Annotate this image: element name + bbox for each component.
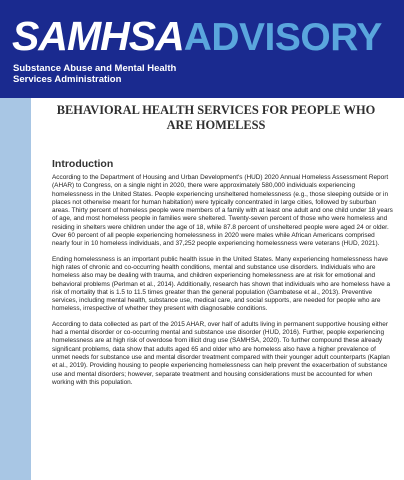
logo-advisory-text: ADVISORY: [183, 16, 382, 59]
left-accent-bar: [0, 98, 31, 480]
document-title: BEHAVIORAL HEALTH SERVICES FOR PEOPLE WHO ARE HOMELESS: [56, 103, 376, 132]
section-heading-introduction: Introduction: [52, 158, 114, 170]
paragraph-2: Ending homelessness is an important public health issue in the United States. Many experiencing homelessness have high rates of chronic and co-occurring health conditions, mental and substance use disorders. Individuals who are homeless also may be dealing with trauma, and children experiencing homelessness are at risk for emotional and behavioral problems (Perlman et al., 2014). Additionally, research has shown that individuals who are homeless have a risk of mortality that is 1.5 to 11.5 times greater than the general population (Gambatese et al., 2013). Preventive services, including mental health, substance use, medical care, and social supports, are needed for people who are homeless, irrespective of whether they present with diagnosable conditions.: [52, 255, 391, 313]
paragraph-1: According to the Department of Housing and Urban Development's (HUD) 2020 Annual Homeless Assessment Report (AHAR) to Congress, on a single night in 2020, there were approximately 580,000 individuals experiencing homelessness in the United States. People experiencing unsheltered homelessness (e.g., those sleeping outside or in places not otherwise meant for human habitation) were typically concentrated in large cities, followed by suburban areas. Thirty percent of homeless people were members of a family with at least one adult and one child under 18 years of age, and most homeless people in families were sheltered. Twenty-seven percent of those who were homeless and residing in shelters were children under the age of 18, while 87.8 percent of unsheltered people were aged 24 or older. Over 60 percent of all people experiencing homelessness in 2020 were males while African Americans comprised nearly four in 10 homeless individuals, and 37,252 people experiencing homelessness were veterans (HUD, 2021).: [52, 174, 393, 248]
body-text: [52, 174, 393, 394]
logo-samhsa-text: SAMHSA: [12, 13, 184, 59]
agency-name-line-1: Substance Abuse and Mental Health: [13, 63, 177, 74]
samhsa-advisory-logo: [12, 14, 382, 58]
paragraph-3: According to data collected as part of the 2015 AHAR, over half of adults living in permanent supportive housing either had a mental disorder or co-occurring mental and substance use disorder (HUD, 2016). Further, people experiencing homelessness are at high risk of overdose from illicit drug use (SAMHSA, 2020). To further compound these already significant problems, data show that adults aged 65 and older who are homeless also have a higher prevalence of unmet needs for substance use and mental disorder treatment compared with their younger adult counterparts (Kaplan et al., 2019). Providing housing to people experiencing homelessness can help prevent the exacerbation of substance use and mental disorders; however, separate treatment and housing considerations must be accounted for when working with this population.: [52, 320, 390, 386]
agency-name-line-2: Services Administration: [13, 74, 122, 85]
header-banner: [0, 0, 404, 98]
